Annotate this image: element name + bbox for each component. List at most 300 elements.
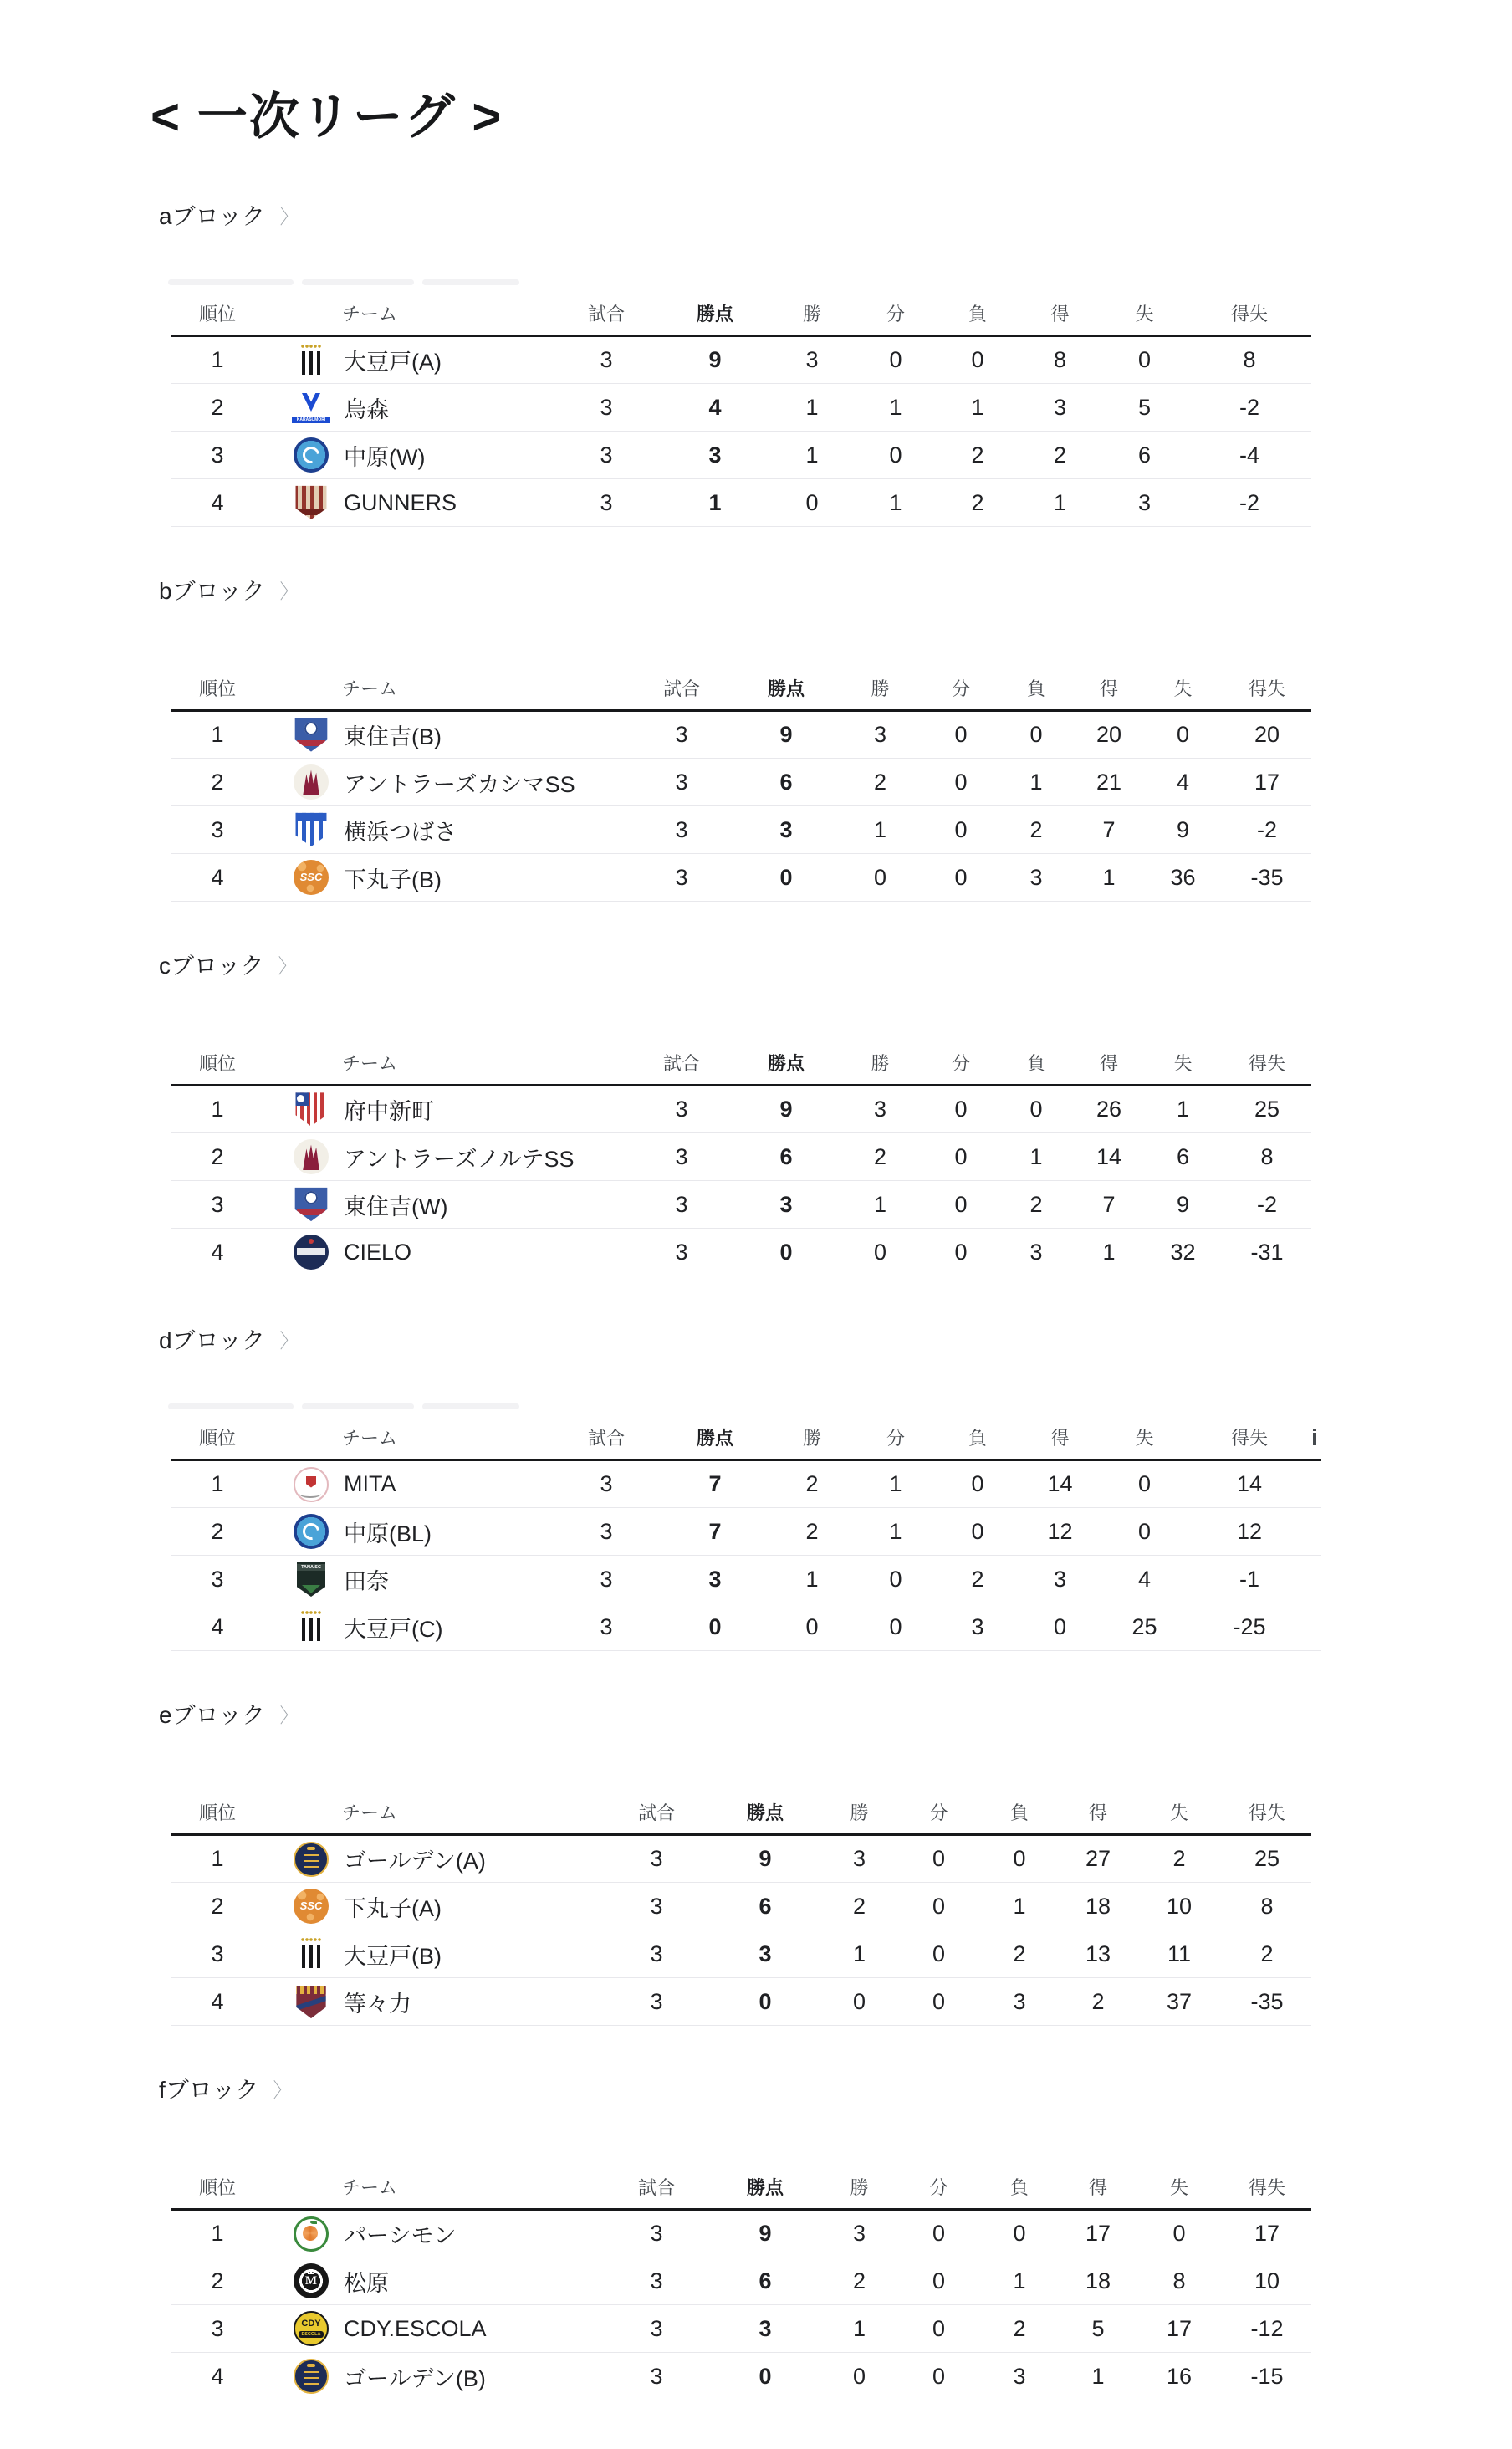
stat-loss: 2: [971, 489, 984, 515]
stat-ga: 3: [1137, 489, 1152, 515]
stat-loss: 0: [971, 1518, 984, 1544]
team-cell: [263, 2257, 602, 2305]
team-cell: [263, 432, 552, 479]
team-row[interactable]: [171, 711, 1311, 759]
stat-gd: -35: [1250, 1988, 1284, 2014]
stat-played: 3: [675, 722, 688, 747]
team-row[interactable]: [171, 806, 1311, 854]
stat-played: 3: [600, 394, 613, 420]
team-name: MITA: [344, 1471, 396, 1496]
stat-points: 0: [708, 1613, 722, 1639]
team-row[interactable]: [171, 2257, 1311, 2305]
team-cell: [263, 806, 627, 854]
col-header-team: チーム: [342, 1428, 398, 1449]
stat-gf: 2: [1091, 1988, 1105, 2014]
header-row: [171, 2163, 1311, 2210]
stat-points: 9: [708, 347, 722, 372]
stat-ga: 37: [1166, 1988, 1193, 2014]
rank-cell: 2: [211, 394, 224, 420]
stat-gf: 14: [1096, 1143, 1122, 1169]
block-e: [0, 1701, 1512, 2026]
stat-gf: 1: [1102, 864, 1116, 890]
rank-cell: 1: [211, 1097, 224, 1122]
header-row: [171, 1788, 1311, 1835]
team-cell: [263, 2210, 602, 2257]
stat-loss: 2: [1029, 1191, 1043, 1217]
stat-gf: 7: [1102, 816, 1116, 842]
team-cell: [263, 759, 627, 806]
team-cell: [263, 1930, 602, 1978]
rank-cell: 3: [211, 816, 224, 842]
stat-gf: 26: [1096, 1097, 1122, 1122]
col-header-rank: 順位: [198, 2177, 236, 2198]
team-name: GUNNERS: [344, 489, 457, 515]
col-header-draw: 分: [929, 2177, 948, 2198]
rank-cell: 3: [211, 442, 224, 468]
stat-draw: 0: [932, 1893, 946, 1919]
standings-table-wrap: [171, 289, 1512, 527]
stat-loss: 0: [971, 1471, 984, 1496]
team-cell: [263, 1556, 552, 1603]
header-row: [171, 664, 1311, 711]
team-name: CIELO: [344, 1239, 412, 1265]
stat-gf: 2: [1053, 442, 1067, 468]
stat-ga: 6: [1176, 1143, 1190, 1169]
col-header-ga: 失: [1169, 1802, 1188, 1823]
stat-draw: 0: [954, 769, 968, 795]
stat-ga: 5: [1137, 394, 1152, 420]
header-row: [171, 1039, 1311, 1086]
stat-played: 3: [675, 1191, 688, 1217]
stat-played: 3: [675, 1143, 688, 1169]
col-header-ga: 失: [1173, 678, 1193, 699]
col-header-played: 試合: [637, 2177, 675, 2198]
stat-gf: 14: [1047, 1471, 1073, 1496]
stat-played: 3: [675, 769, 688, 795]
team-name: アントラーズカシマSS: [344, 771, 575, 797]
team-row[interactable]: [171, 1086, 1311, 1133]
team-row[interactable]: [171, 479, 1311, 527]
stat-loss: 2: [1013, 1940, 1026, 1966]
stat-played: 3: [650, 1893, 663, 1919]
stat-draw: 0: [889, 347, 902, 372]
team-name: アントラーズノルテSS: [344, 1146, 575, 1172]
stat-loss: 2: [971, 1566, 984, 1592]
team-row[interactable]: [171, 2353, 1311, 2400]
stat-points: 9: [779, 1097, 793, 1122]
col-header-ga: 失: [1169, 2177, 1188, 2198]
standings-table-wrap: [171, 2163, 1512, 2400]
team-row[interactable]: [171, 1508, 1321, 1556]
standings-table-b: [171, 664, 1311, 902]
stat-win: 3: [873, 722, 887, 747]
stat-win: 0: [805, 1613, 819, 1639]
stat-win: 0: [873, 864, 887, 890]
col-header-ga: 失: [1173, 1053, 1193, 1074]
rank-cell: 3: [211, 2315, 224, 2341]
col-header-ga: 失: [1135, 1428, 1154, 1449]
stat-gd: -4: [1239, 442, 1259, 468]
team-cell: [263, 1835, 602, 1883]
stat-ga: 11: [1167, 1940, 1192, 1966]
team-row[interactable]: [171, 1556, 1321, 1603]
stat-gd: 8: [1243, 347, 1256, 372]
stat-loss: 1: [971, 394, 984, 420]
stat-win: 2: [805, 1518, 819, 1544]
team-cell: [263, 1133, 627, 1181]
col-header-team: チーム: [342, 2177, 398, 2198]
stat-win: 1: [805, 394, 819, 420]
logo-shimomaruko-icon: [294, 1889, 329, 1924]
rank-cell: 3: [211, 1566, 224, 1592]
stat-loss: 3: [971, 1613, 984, 1639]
stat-win: 0: [852, 2363, 866, 2389]
col-header-team: チーム: [342, 304, 398, 325]
stat-ga: 4: [1176, 769, 1190, 795]
logo-cdy-icon: [294, 2311, 329, 2346]
header-row: [171, 1414, 1321, 1460]
stat-draw: 1: [889, 1471, 902, 1496]
stat-draw: 0: [954, 864, 968, 890]
stat-win: 0: [852, 1988, 866, 2014]
stat-loss: 3: [1013, 1988, 1026, 2014]
stat-win: 3: [852, 1846, 866, 1871]
stat-gd: -2: [1239, 394, 1259, 420]
stat-win: 2: [852, 2267, 866, 2293]
stat-gd: 2: [1260, 1940, 1274, 1966]
stat-played: 3: [675, 1097, 688, 1122]
stat-points: 6: [759, 1893, 772, 1919]
logo-antlers-icon: [294, 1139, 329, 1174]
team-name: 田奈: [344, 1568, 389, 1594]
stat-win: 0: [805, 489, 819, 515]
team-row[interactable]: [171, 2210, 1311, 2257]
stat-played: 3: [650, 1940, 663, 1966]
col-header-win: 勝: [871, 678, 890, 699]
stat-points: 0: [779, 864, 793, 890]
col-header-gf: 得: [1088, 2177, 1107, 2198]
stat-gd: -35: [1250, 864, 1284, 890]
col-header-gf: 得: [1050, 304, 1070, 325]
col-header-rank: 順位: [198, 304, 236, 325]
stat-points: 3: [759, 1940, 772, 1966]
col-header-gf: 得: [1099, 1053, 1118, 1074]
stat-played: 3: [650, 2221, 663, 2246]
logo-nakahara-icon: [294, 1514, 329, 1549]
stat-points: 3: [708, 442, 722, 468]
team-name: パーシモン: [344, 2223, 457, 2248]
col-header-gf: 得: [1099, 678, 1118, 699]
stat-played: 3: [675, 1239, 688, 1265]
stat-gd: -15: [1250, 2363, 1284, 2389]
stat-played: 3: [600, 347, 613, 372]
logo-tana-icon: [297, 1562, 325, 1597]
stat-loss: 0: [1029, 1097, 1043, 1122]
stat-draw: 0: [889, 1566, 902, 1592]
col-header-win: 勝: [802, 1428, 821, 1449]
stat-points: 9: [779, 722, 793, 747]
stat-gd: -2: [1256, 1191, 1277, 1217]
stat-points: 0: [759, 1988, 772, 2014]
col-header-points: 勝点: [746, 2177, 784, 2198]
stat-points: 3: [759, 2315, 772, 2341]
section-label: fブロック: [159, 2077, 259, 2103]
stat-draw: 0: [932, 2267, 946, 2293]
stat-ga: 8: [1172, 2267, 1186, 2293]
col-header-gd: 得失: [1248, 2177, 1285, 2198]
team-row[interactable]: [171, 384, 1311, 432]
chevron-right-icon: 〉: [279, 206, 298, 228]
team-row[interactable]: [171, 432, 1311, 479]
team-cell: [263, 1508, 552, 1556]
team-row[interactable]: [171, 1603, 1321, 1651]
stat-gf: 1: [1053, 489, 1067, 515]
standings-table-wrap: [171, 1414, 1512, 1651]
stat-draw: 0: [932, 1988, 946, 2014]
stat-played: 3: [600, 442, 613, 468]
stat-cutoff: [1311, 1460, 1321, 1508]
logo-golden-icon: [294, 2359, 329, 2394]
stat-draw: 0: [932, 1846, 946, 1871]
section-label: dブロック: [159, 1327, 266, 1353]
stat-draw: 0: [954, 1239, 968, 1265]
rank-cell: 4: [211, 1239, 224, 1265]
col-header-gd: 得失: [1230, 304, 1268, 325]
skeleton-pills: [168, 279, 519, 285]
stat-loss: 2: [1013, 2315, 1026, 2341]
team-row[interactable]: [171, 1930, 1311, 1978]
stat-loss: 2: [971, 442, 984, 468]
cutoff-column-header: [1311, 1414, 1321, 1460]
stat-played: 3: [650, 2267, 663, 2293]
rank-cell: 3: [211, 1191, 224, 1217]
stat-gd: 14: [1236, 1471, 1263, 1496]
team-row[interactable]: [171, 759, 1311, 806]
team-row[interactable]: [171, 1883, 1311, 1930]
standings-table-a: [171, 289, 1311, 527]
stat-loss: 2: [1029, 816, 1043, 842]
stat-win: 3: [852, 2221, 866, 2246]
chevron-right-icon: 〉: [273, 2079, 291, 2102]
stat-ga: 17: [1166, 2315, 1193, 2341]
stat-ga: 1: [1176, 1097, 1190, 1122]
stat-gd: 10: [1254, 2267, 1280, 2293]
stat-ga: 9: [1176, 816, 1190, 842]
rank-cell: 2: [211, 2267, 224, 2293]
col-header-team: チーム: [342, 1802, 398, 1823]
team-row[interactable]: [171, 1460, 1321, 1508]
col-header-win: 勝: [802, 304, 821, 325]
stat-draw: 1: [889, 1518, 902, 1544]
stat-points: 6: [759, 2267, 772, 2293]
stat-ga: 10: [1166, 1893, 1193, 1919]
col-header-loss: 負: [1009, 1802, 1029, 1823]
standings-table-wrap: [171, 664, 1512, 902]
stat-played: 3: [600, 1518, 613, 1544]
stat-ga: 0: [1176, 722, 1190, 747]
block-b: [0, 577, 1512, 902]
col-header-gd: 得失: [1248, 678, 1285, 699]
stat-loss: 1: [1029, 769, 1043, 795]
stat-draw: 0: [889, 1613, 902, 1639]
stat-gf: 18: [1085, 1893, 1111, 1919]
team-name: 等々力: [344, 1991, 411, 2017]
rank-cell: 4: [211, 489, 224, 515]
stat-points: 3: [779, 816, 793, 842]
stat-gf: 20: [1096, 722, 1122, 747]
col-header-win: 勝: [850, 2177, 869, 2198]
stat-gf: 3: [1053, 394, 1067, 420]
col-header-win: 勝: [871, 1053, 890, 1074]
stat-draw: 0: [954, 1143, 968, 1169]
stat-played: 3: [650, 1846, 663, 1871]
stat-draw: 1: [889, 394, 902, 420]
team-cell: [263, 2305, 602, 2353]
col-header-draw: 分: [951, 1053, 970, 1074]
stat-draw: 0: [889, 442, 902, 468]
stat-gd: 17: [1254, 769, 1280, 795]
page-title: < 一次リーグ >: [151, 89, 503, 145]
stat-ga: 0: [1137, 347, 1152, 372]
stat-gf: 5: [1091, 2315, 1105, 2341]
col-header-gf: 得: [1088, 1802, 1107, 1823]
skeleton-pill: [302, 279, 414, 285]
stat-ga: 2: [1172, 1846, 1186, 1871]
stat-gf: 17: [1085, 2221, 1111, 2246]
header-row: [171, 289, 1311, 336]
logo-higashisumiyoshi-icon: [294, 718, 329, 753]
standings-table-f: [171, 2163, 1311, 2400]
team-name: 下丸子(A): [344, 1895, 442, 1921]
stat-points: 0: [759, 2363, 772, 2389]
block-a: [0, 202, 1512, 527]
col-header-gd: 得失: [1230, 1428, 1268, 1449]
stat-gf: 12: [1047, 1518, 1073, 1544]
skeleton-pill: [422, 279, 519, 285]
col-header-gd: 得失: [1248, 1053, 1285, 1074]
col-header-draw: 分: [886, 1428, 905, 1449]
col-header-gf: 得: [1050, 1428, 1070, 1449]
col-header-draw: 分: [929, 1802, 948, 1823]
stat-played: 3: [675, 816, 688, 842]
stat-win: 3: [805, 347, 819, 372]
team-row[interactable]: [171, 1978, 1311, 2026]
stat-played: 3: [650, 1988, 663, 2014]
stat-gd: 25: [1254, 1846, 1280, 1871]
rank-cell: 3: [211, 1940, 224, 1966]
stat-gf: 13: [1085, 1940, 1111, 1966]
stat-played: 3: [650, 2363, 663, 2389]
stat-win: 1: [852, 1940, 866, 1966]
section-header-f[interactable]: [159, 2076, 292, 2104]
team-row[interactable]: [171, 1835, 1311, 1883]
logo-shimomaruko-icon: [294, 860, 329, 895]
team-cell: [263, 2353, 602, 2400]
section-header-d[interactable]: [159, 1327, 299, 1355]
section-label: bブロック: [159, 578, 266, 604]
logo-todoroki-icon: [294, 1984, 329, 2019]
team-name: 中原(BL): [344, 1521, 432, 1547]
stat-gf: 21: [1096, 769, 1122, 795]
col-header-loss: 負: [968, 304, 987, 325]
skeleton-pill: [422, 1403, 519, 1409]
team-name: CDY.ESCOLA: [344, 2315, 487, 2341]
stat-gf: 1: [1102, 1239, 1116, 1265]
stat-gd: 12: [1236, 1518, 1263, 1544]
section-header-c[interactable]: [159, 952, 297, 980]
logo-fuchu-icon: [294, 1092, 329, 1127]
stat-draw: 0: [954, 1191, 968, 1217]
stat-gf: 1: [1091, 2363, 1105, 2389]
section-label: eブロック: [159, 1702, 266, 1728]
stat-ga: 0: [1137, 1471, 1152, 1496]
skeleton-pill: [168, 1403, 294, 1409]
rank-cell: 1: [211, 2221, 224, 2246]
stat-points: 3: [779, 1191, 793, 1217]
block-d: [0, 1327, 1512, 1651]
section-header-e[interactable]: [159, 1701, 299, 1730]
col-header-team: チーム: [342, 1053, 398, 1074]
section-label: cブロック: [159, 953, 264, 979]
stat-win: 1: [805, 442, 819, 468]
team-name: 大豆戸(A): [344, 350, 442, 375]
section-header-b[interactable]: [159, 577, 299, 606]
stat-gf: 3: [1053, 1566, 1067, 1592]
team-cell: [263, 479, 552, 527]
stat-loss: 3: [1029, 864, 1043, 890]
col-header-rank: 順位: [198, 1802, 236, 1823]
stat-gf: 8: [1053, 347, 1067, 372]
rank-cell: 2: [211, 1893, 224, 1919]
stat-gd: -31: [1250, 1239, 1284, 1265]
team-name: 府中新町: [344, 1099, 434, 1124]
team-row[interactable]: [171, 1229, 1311, 1276]
team-cell: [263, 711, 627, 759]
team-row[interactable]: [171, 854, 1311, 902]
rank-cell: 1: [211, 722, 224, 747]
stat-points: 9: [759, 2221, 772, 2246]
stat-gd: -2: [1239, 489, 1259, 515]
team-name: 中原(W): [344, 444, 426, 470]
stat-loss: 1: [1029, 1143, 1043, 1169]
team-row[interactable]: [171, 1181, 1311, 1229]
stat-win: 2: [852, 1893, 866, 1919]
team-cell: [263, 1603, 552, 1651]
logo-omamedo-icon: [294, 1936, 329, 1971]
col-header-points: 勝点: [746, 1802, 784, 1823]
stat-played: 3: [600, 1471, 613, 1496]
stat-win: 1: [873, 816, 887, 842]
league-blocks: [0, 202, 1512, 2400]
logo-karasumori-icon: [294, 390, 329, 425]
chevron-right-icon: 〉: [279, 580, 298, 603]
stat-win: 3: [873, 1097, 887, 1122]
rank-cell: 2: [211, 1143, 224, 1169]
col-header-rank: 順位: [198, 1053, 236, 1074]
team-name: 烏森: [344, 396, 389, 422]
stat-ga: 9: [1176, 1191, 1190, 1217]
stat-loss: 3: [1029, 1239, 1043, 1265]
section-header-a[interactable]: [159, 202, 299, 231]
logo-mita-icon: [294, 1467, 329, 1502]
stat-draw: 0: [954, 722, 968, 747]
team-row[interactable]: [171, 336, 1311, 384]
team-row[interactable]: [171, 2305, 1311, 2353]
stat-ga: 4: [1137, 1566, 1152, 1592]
logo-cielo-icon: [294, 1235, 329, 1270]
stat-gd: 8: [1260, 1893, 1274, 1919]
team-row[interactable]: [171, 1133, 1311, 1181]
